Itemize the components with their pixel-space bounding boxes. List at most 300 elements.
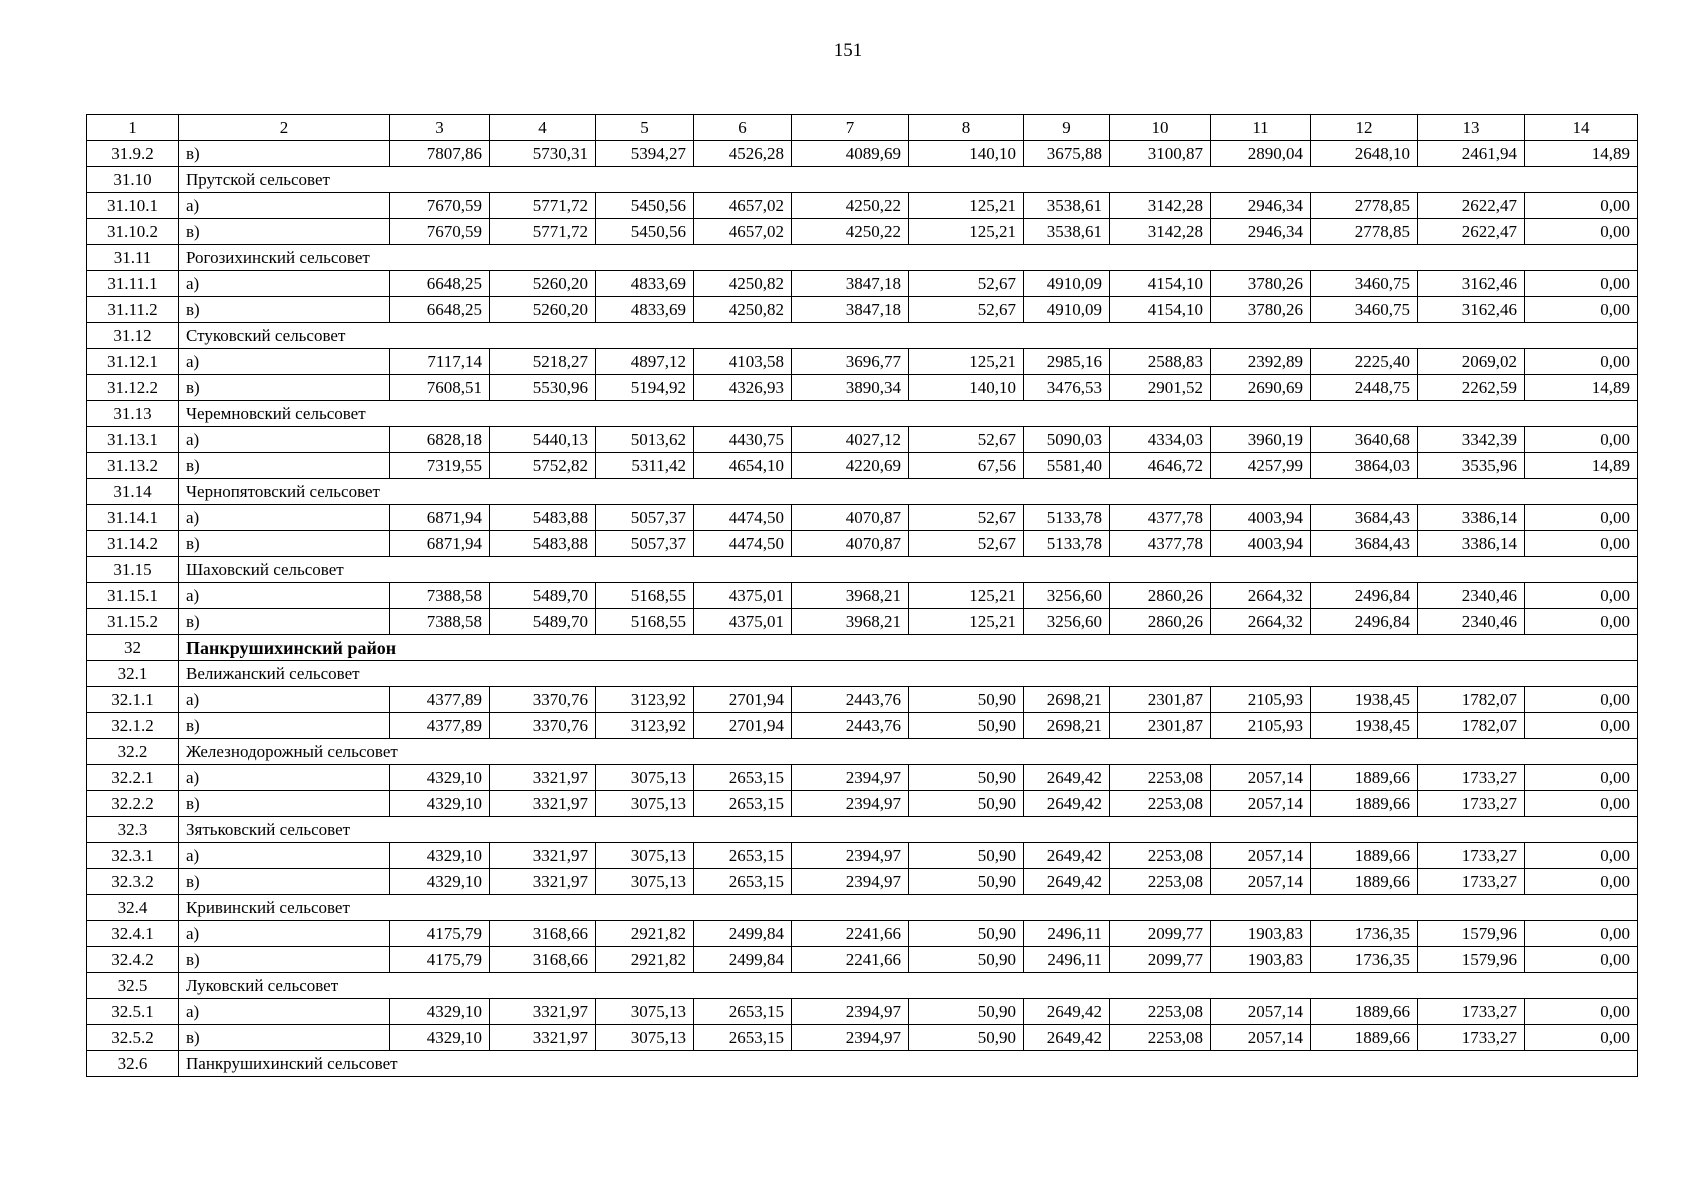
value-cell: 5489,70 xyxy=(490,609,596,635)
value-cell: 5483,88 xyxy=(490,505,596,531)
value-cell: 0,00 xyxy=(1525,869,1638,895)
value-cell: 2394,97 xyxy=(792,999,909,1025)
value-cell: 2241,66 xyxy=(792,921,909,947)
value-cell: 3675,88 xyxy=(1024,141,1110,167)
value-cell: 2496,11 xyxy=(1024,947,1110,973)
value-cell: 4003,94 xyxy=(1211,505,1311,531)
row-label: а) xyxy=(179,765,390,791)
value-cell: 2946,34 xyxy=(1211,219,1311,245)
value-cell: 3684,43 xyxy=(1311,505,1418,531)
value-cell: 125,21 xyxy=(909,193,1024,219)
value-cell: 3075,13 xyxy=(596,999,694,1025)
table-row xyxy=(87,297,1638,323)
value-cell: 50,90 xyxy=(909,1025,1024,1051)
value-cell: 6648,25 xyxy=(390,297,490,323)
value-cell: 5530,96 xyxy=(490,375,596,401)
value-cell: 14,89 xyxy=(1525,375,1638,401)
value-cell: 2890,04 xyxy=(1211,141,1311,167)
value-cell: 3321,97 xyxy=(490,869,596,895)
value-cell: 7670,59 xyxy=(390,193,490,219)
row-code: 32.4 xyxy=(87,895,179,921)
section-title: Прутской сельсовет xyxy=(179,167,1638,193)
value-cell: 3075,13 xyxy=(596,1025,694,1051)
value-cell: 3535,96 xyxy=(1418,453,1525,479)
value-cell: 0,00 xyxy=(1525,219,1638,245)
value-cell: 4646,72 xyxy=(1110,453,1211,479)
value-cell: 5311,42 xyxy=(596,453,694,479)
row-code: 32.6 xyxy=(87,1051,179,1077)
value-cell: 2860,26 xyxy=(1110,583,1211,609)
section-row xyxy=(87,635,1638,661)
value-cell: 3142,28 xyxy=(1110,219,1211,245)
table-row xyxy=(87,375,1638,401)
value-cell: 0,00 xyxy=(1525,1025,1638,1051)
value-cell: 3460,75 xyxy=(1311,297,1418,323)
table-row xyxy=(87,505,1638,531)
value-cell: 2392,89 xyxy=(1211,349,1311,375)
row-code: 32.4.2 xyxy=(87,947,179,973)
value-cell: 4833,69 xyxy=(596,271,694,297)
row-code: 31.12.2 xyxy=(87,375,179,401)
value-cell: 3386,14 xyxy=(1418,505,1525,531)
value-cell: 1889,66 xyxy=(1311,1025,1418,1051)
value-cell: 4175,79 xyxy=(390,947,490,973)
value-cell: 2225,40 xyxy=(1311,349,1418,375)
value-cell: 7670,59 xyxy=(390,219,490,245)
value-cell: 3890,34 xyxy=(792,375,909,401)
value-cell: 6871,94 xyxy=(390,505,490,531)
row-code: 31.12 xyxy=(87,323,179,349)
header-cell: 14 xyxy=(1525,115,1638,141)
value-cell: 52,67 xyxy=(909,427,1024,453)
value-cell: 4377,78 xyxy=(1110,531,1211,557)
value-cell: 2946,34 xyxy=(1211,193,1311,219)
value-cell: 2253,08 xyxy=(1110,999,1211,1025)
row-code: 31.13.1 xyxy=(87,427,179,453)
value-cell: 6648,25 xyxy=(390,271,490,297)
value-cell: 1889,66 xyxy=(1311,999,1418,1025)
value-cell: 2099,77 xyxy=(1110,921,1211,947)
table-row xyxy=(87,843,1638,869)
value-cell: 0,00 xyxy=(1525,791,1638,817)
section-title: Шаховский сельсовет xyxy=(179,557,1638,583)
row-code: 31.10 xyxy=(87,167,179,193)
value-cell: 1903,83 xyxy=(1211,947,1311,973)
value-cell: 4175,79 xyxy=(390,921,490,947)
value-cell: 2860,26 xyxy=(1110,609,1211,635)
value-cell: 2649,42 xyxy=(1024,843,1110,869)
value-cell: 3168,66 xyxy=(490,947,596,973)
value-cell: 4003,94 xyxy=(1211,531,1311,557)
row-code: 31.11.2 xyxy=(87,297,179,323)
value-cell: 2262,59 xyxy=(1418,375,1525,401)
value-cell: 5450,56 xyxy=(596,219,694,245)
value-cell: 2698,21 xyxy=(1024,713,1110,739)
section-title: Луковский сельсовет xyxy=(179,973,1638,999)
value-cell: 3847,18 xyxy=(792,271,909,297)
table-row xyxy=(87,453,1638,479)
row-code: 31.11.1 xyxy=(87,271,179,297)
value-cell: 4329,10 xyxy=(390,843,490,869)
value-cell: 14,89 xyxy=(1525,141,1638,167)
section-row xyxy=(87,479,1638,505)
value-cell: 3321,97 xyxy=(490,999,596,1025)
table-row xyxy=(87,1025,1638,1051)
value-cell: 3321,97 xyxy=(490,1025,596,1051)
value-cell: 2499,84 xyxy=(694,921,792,947)
value-cell: 2057,14 xyxy=(1211,999,1311,1025)
value-cell: 5090,03 xyxy=(1024,427,1110,453)
value-cell: 4250,22 xyxy=(792,219,909,245)
header-cell: 9 xyxy=(1024,115,1110,141)
value-cell: 2778,85 xyxy=(1311,219,1418,245)
value-cell: 0,00 xyxy=(1525,583,1638,609)
value-cell: 3075,13 xyxy=(596,765,694,791)
page-number: 151 xyxy=(833,40,863,61)
value-cell: 50,90 xyxy=(909,843,1024,869)
value-cell: 3123,92 xyxy=(596,687,694,713)
value-cell: 0,00 xyxy=(1525,505,1638,531)
value-cell: 2653,15 xyxy=(694,869,792,895)
value-cell: 2649,42 xyxy=(1024,1025,1110,1051)
value-cell: 3162,46 xyxy=(1418,297,1525,323)
row-label: а) xyxy=(179,921,390,947)
row-label: а) xyxy=(179,271,390,297)
value-cell: 3100,87 xyxy=(1110,141,1211,167)
value-cell: 3075,13 xyxy=(596,791,694,817)
section-title: Зятьковский сельсовет xyxy=(179,817,1638,843)
value-cell: 3847,18 xyxy=(792,297,909,323)
value-cell: 2701,94 xyxy=(694,713,792,739)
value-cell: 2301,87 xyxy=(1110,713,1211,739)
value-cell: 1782,07 xyxy=(1418,687,1525,713)
value-cell: 3162,46 xyxy=(1418,271,1525,297)
value-cell: 2253,08 xyxy=(1110,869,1211,895)
header-cell: 5 xyxy=(596,115,694,141)
value-cell: 2622,47 xyxy=(1418,219,1525,245)
section-title: Панкрушихинский сельсовет xyxy=(179,1051,1638,1077)
table-row xyxy=(87,713,1638,739)
row-label: а) xyxy=(179,583,390,609)
row-code: 31.14 xyxy=(87,479,179,505)
tariff-table xyxy=(86,114,1638,1077)
section-row xyxy=(87,973,1638,999)
value-cell: 52,67 xyxy=(909,297,1024,323)
section-row xyxy=(87,739,1638,765)
value-cell: 3780,26 xyxy=(1211,297,1311,323)
table-body xyxy=(87,115,1638,1077)
row-code: 31.15.1 xyxy=(87,583,179,609)
value-cell: 7117,14 xyxy=(390,349,490,375)
value-cell: 2653,15 xyxy=(694,999,792,1025)
value-cell: 4329,10 xyxy=(390,791,490,817)
value-cell: 2496,84 xyxy=(1311,583,1418,609)
section-title: Велижанский сельсовет xyxy=(179,661,1638,687)
value-cell: 2499,84 xyxy=(694,947,792,973)
value-cell: 4910,09 xyxy=(1024,271,1110,297)
row-code: 31.13 xyxy=(87,401,179,427)
section-row xyxy=(87,817,1638,843)
value-cell: 0,00 xyxy=(1525,349,1638,375)
value-cell: 50,90 xyxy=(909,947,1024,973)
value-cell: 2649,42 xyxy=(1024,869,1110,895)
table-row xyxy=(87,765,1638,791)
value-cell: 3321,97 xyxy=(490,843,596,869)
row-code: 32.1.1 xyxy=(87,687,179,713)
value-cell: 6871,94 xyxy=(390,531,490,557)
value-cell: 1903,83 xyxy=(1211,921,1311,947)
value-cell: 0,00 xyxy=(1525,193,1638,219)
value-cell: 5168,55 xyxy=(596,609,694,635)
value-cell: 3370,76 xyxy=(490,713,596,739)
value-cell: 140,10 xyxy=(909,375,1024,401)
value-cell: 3960,19 xyxy=(1211,427,1311,453)
value-cell: 4027,12 xyxy=(792,427,909,453)
row-label: в) xyxy=(179,297,390,323)
value-cell: 2443,76 xyxy=(792,713,909,739)
value-cell: 3460,75 xyxy=(1311,271,1418,297)
value-cell: 1736,35 xyxy=(1311,947,1418,973)
section-title: Черемновский сельсовет xyxy=(179,401,1638,427)
value-cell: 2985,16 xyxy=(1024,349,1110,375)
value-cell: 2057,14 xyxy=(1211,843,1311,869)
value-cell: 4375,01 xyxy=(694,609,792,635)
value-cell: 1736,35 xyxy=(1311,921,1418,947)
header-cell: 8 xyxy=(909,115,1024,141)
row-code: 32.5.2 xyxy=(87,1025,179,1051)
value-cell: 0,00 xyxy=(1525,765,1638,791)
header-cell: 10 xyxy=(1110,115,1211,141)
header-cell: 1 xyxy=(87,115,179,141)
value-cell: 2653,15 xyxy=(694,765,792,791)
value-cell: 4154,10 xyxy=(1110,271,1211,297)
value-cell: 4329,10 xyxy=(390,869,490,895)
row-code: 32.1 xyxy=(87,661,179,687)
row-code: 31.10.1 xyxy=(87,193,179,219)
value-cell: 2394,97 xyxy=(792,765,909,791)
value-cell: 1782,07 xyxy=(1418,713,1525,739)
value-cell: 3684,43 xyxy=(1311,531,1418,557)
value-cell: 125,21 xyxy=(909,609,1024,635)
row-code: 32.3.2 xyxy=(87,869,179,895)
value-cell: 2649,42 xyxy=(1024,791,1110,817)
value-cell: 4833,69 xyxy=(596,297,694,323)
value-cell: 2649,42 xyxy=(1024,999,1110,1025)
value-cell: 4526,28 xyxy=(694,141,792,167)
value-cell: 0,00 xyxy=(1525,297,1638,323)
value-cell: 125,21 xyxy=(909,583,1024,609)
value-cell: 4070,87 xyxy=(792,531,909,557)
value-cell: 67,56 xyxy=(909,453,1024,479)
table-row xyxy=(87,271,1638,297)
row-code: 31.15.2 xyxy=(87,609,179,635)
value-cell: 4329,10 xyxy=(390,999,490,1025)
value-cell: 4250,82 xyxy=(694,297,792,323)
row-code: 32.2 xyxy=(87,739,179,765)
value-cell: 2394,97 xyxy=(792,791,909,817)
value-cell: 4250,82 xyxy=(694,271,792,297)
value-cell: 4103,58 xyxy=(694,349,792,375)
value-cell: 2664,32 xyxy=(1211,609,1311,635)
value-cell: 4377,89 xyxy=(390,713,490,739)
value-cell: 50,90 xyxy=(909,791,1024,817)
value-cell: 50,90 xyxy=(909,869,1024,895)
value-cell: 4474,50 xyxy=(694,531,792,557)
value-cell: 2253,08 xyxy=(1110,843,1211,869)
value-cell: 5057,37 xyxy=(596,505,694,531)
row-label: а) xyxy=(179,349,390,375)
table-row xyxy=(87,583,1638,609)
value-cell: 0,00 xyxy=(1525,843,1638,869)
table-row xyxy=(87,921,1638,947)
value-cell: 4657,02 xyxy=(694,219,792,245)
value-cell: 7807,86 xyxy=(390,141,490,167)
value-cell: 4474,50 xyxy=(694,505,792,531)
value-cell: 3370,76 xyxy=(490,687,596,713)
value-cell: 0,00 xyxy=(1525,999,1638,1025)
header-cell: 11 xyxy=(1211,115,1311,141)
value-cell: 3256,60 xyxy=(1024,609,1110,635)
value-cell: 0,00 xyxy=(1525,531,1638,557)
header-cell: 13 xyxy=(1418,115,1525,141)
value-cell: 2653,15 xyxy=(694,1025,792,1051)
value-cell: 1889,66 xyxy=(1311,869,1418,895)
value-cell: 3864,03 xyxy=(1311,453,1418,479)
value-cell: 7319,55 xyxy=(390,453,490,479)
table-row xyxy=(87,791,1638,817)
value-cell: 1889,66 xyxy=(1311,843,1418,869)
value-cell: 2588,83 xyxy=(1110,349,1211,375)
value-cell: 50,90 xyxy=(909,765,1024,791)
row-code: 32.2.1 xyxy=(87,765,179,791)
value-cell: 0,00 xyxy=(1525,427,1638,453)
row-code: 32 xyxy=(87,635,179,661)
section-title: Панкрушихинский район xyxy=(179,635,1638,661)
value-cell: 2921,82 xyxy=(596,921,694,947)
table-row xyxy=(87,531,1638,557)
value-cell: 5489,70 xyxy=(490,583,596,609)
header-cell: 2 xyxy=(179,115,390,141)
row-code: 32.1.2 xyxy=(87,713,179,739)
value-cell: 3321,97 xyxy=(490,765,596,791)
value-cell: 4329,10 xyxy=(390,765,490,791)
header-cell: 12 xyxy=(1311,115,1418,141)
value-cell: 2653,15 xyxy=(694,843,792,869)
value-cell: 2099,77 xyxy=(1110,947,1211,973)
value-cell: 2622,47 xyxy=(1418,193,1525,219)
header-cell: 4 xyxy=(490,115,596,141)
value-cell: 1579,96 xyxy=(1418,921,1525,947)
value-cell: 5133,78 xyxy=(1024,505,1110,531)
table-row xyxy=(87,427,1638,453)
value-cell: 2340,46 xyxy=(1418,583,1525,609)
value-cell: 3321,97 xyxy=(490,791,596,817)
row-code: 31.15 xyxy=(87,557,179,583)
value-cell: 5771,72 xyxy=(490,219,596,245)
row-code: 32.3 xyxy=(87,817,179,843)
header-row xyxy=(87,115,1638,141)
value-cell: 2443,76 xyxy=(792,687,909,713)
value-cell: 3256,60 xyxy=(1024,583,1110,609)
value-cell: 2496,84 xyxy=(1311,609,1418,635)
table-row xyxy=(87,869,1638,895)
table-row xyxy=(87,609,1638,635)
value-cell: 5450,56 xyxy=(596,193,694,219)
value-cell: 5013,62 xyxy=(596,427,694,453)
value-cell: 50,90 xyxy=(909,921,1024,947)
value-cell: 1889,66 xyxy=(1311,765,1418,791)
header-cell: 3 xyxy=(390,115,490,141)
row-code: 31.14.2 xyxy=(87,531,179,557)
value-cell: 1733,27 xyxy=(1418,843,1525,869)
value-cell: 4070,87 xyxy=(792,505,909,531)
header-cell: 7 xyxy=(792,115,909,141)
value-cell: 4334,03 xyxy=(1110,427,1211,453)
value-cell: 3968,21 xyxy=(792,583,909,609)
section-row xyxy=(87,167,1638,193)
section-row xyxy=(87,245,1638,271)
table-row xyxy=(87,687,1638,713)
section-title: Кривинский сельсовет xyxy=(179,895,1638,921)
value-cell: 6828,18 xyxy=(390,427,490,453)
section-row xyxy=(87,895,1638,921)
value-cell: 0,00 xyxy=(1525,271,1638,297)
value-cell: 2301,87 xyxy=(1110,687,1211,713)
value-cell: 2778,85 xyxy=(1311,193,1418,219)
value-cell: 2057,14 xyxy=(1211,791,1311,817)
value-cell: 3168,66 xyxy=(490,921,596,947)
value-cell: 2253,08 xyxy=(1110,765,1211,791)
value-cell: 2394,97 xyxy=(792,1025,909,1051)
value-cell: 1579,96 xyxy=(1418,947,1525,973)
value-cell: 5260,20 xyxy=(490,297,596,323)
value-cell: 2921,82 xyxy=(596,947,694,973)
section-title: Рогозихинский сельсовет xyxy=(179,245,1638,271)
value-cell: 140,10 xyxy=(909,141,1024,167)
value-cell: 7388,58 xyxy=(390,609,490,635)
row-code: 32.3.1 xyxy=(87,843,179,869)
value-cell: 2253,08 xyxy=(1110,1025,1211,1051)
value-cell: 4329,10 xyxy=(390,1025,490,1051)
row-label: а) xyxy=(179,427,390,453)
value-cell: 4250,22 xyxy=(792,193,909,219)
value-cell: 2648,10 xyxy=(1311,141,1418,167)
value-cell: 2394,97 xyxy=(792,869,909,895)
value-cell: 0,00 xyxy=(1525,921,1638,947)
header-cell: 6 xyxy=(694,115,792,141)
value-cell: 2901,52 xyxy=(1110,375,1211,401)
value-cell: 2496,11 xyxy=(1024,921,1110,947)
row-label: в) xyxy=(179,141,390,167)
row-label: а) xyxy=(179,999,390,1025)
value-cell: 1733,27 xyxy=(1418,765,1525,791)
row-code: 31.10.2 xyxy=(87,219,179,245)
value-cell: 1938,45 xyxy=(1311,687,1418,713)
table-row xyxy=(87,141,1638,167)
value-cell: 2069,02 xyxy=(1418,349,1525,375)
value-cell: 2461,94 xyxy=(1418,141,1525,167)
value-cell: 3476,53 xyxy=(1024,375,1110,401)
row-code: 31.11 xyxy=(87,245,179,271)
section-row xyxy=(87,401,1638,427)
value-cell: 1733,27 xyxy=(1418,791,1525,817)
value-cell: 4257,99 xyxy=(1211,453,1311,479)
section-title: Стуковский сельсовет xyxy=(179,323,1638,349)
value-cell: 52,67 xyxy=(909,505,1024,531)
value-cell: 4154,10 xyxy=(1110,297,1211,323)
section-row xyxy=(87,661,1638,687)
row-code: 32.5 xyxy=(87,973,179,999)
